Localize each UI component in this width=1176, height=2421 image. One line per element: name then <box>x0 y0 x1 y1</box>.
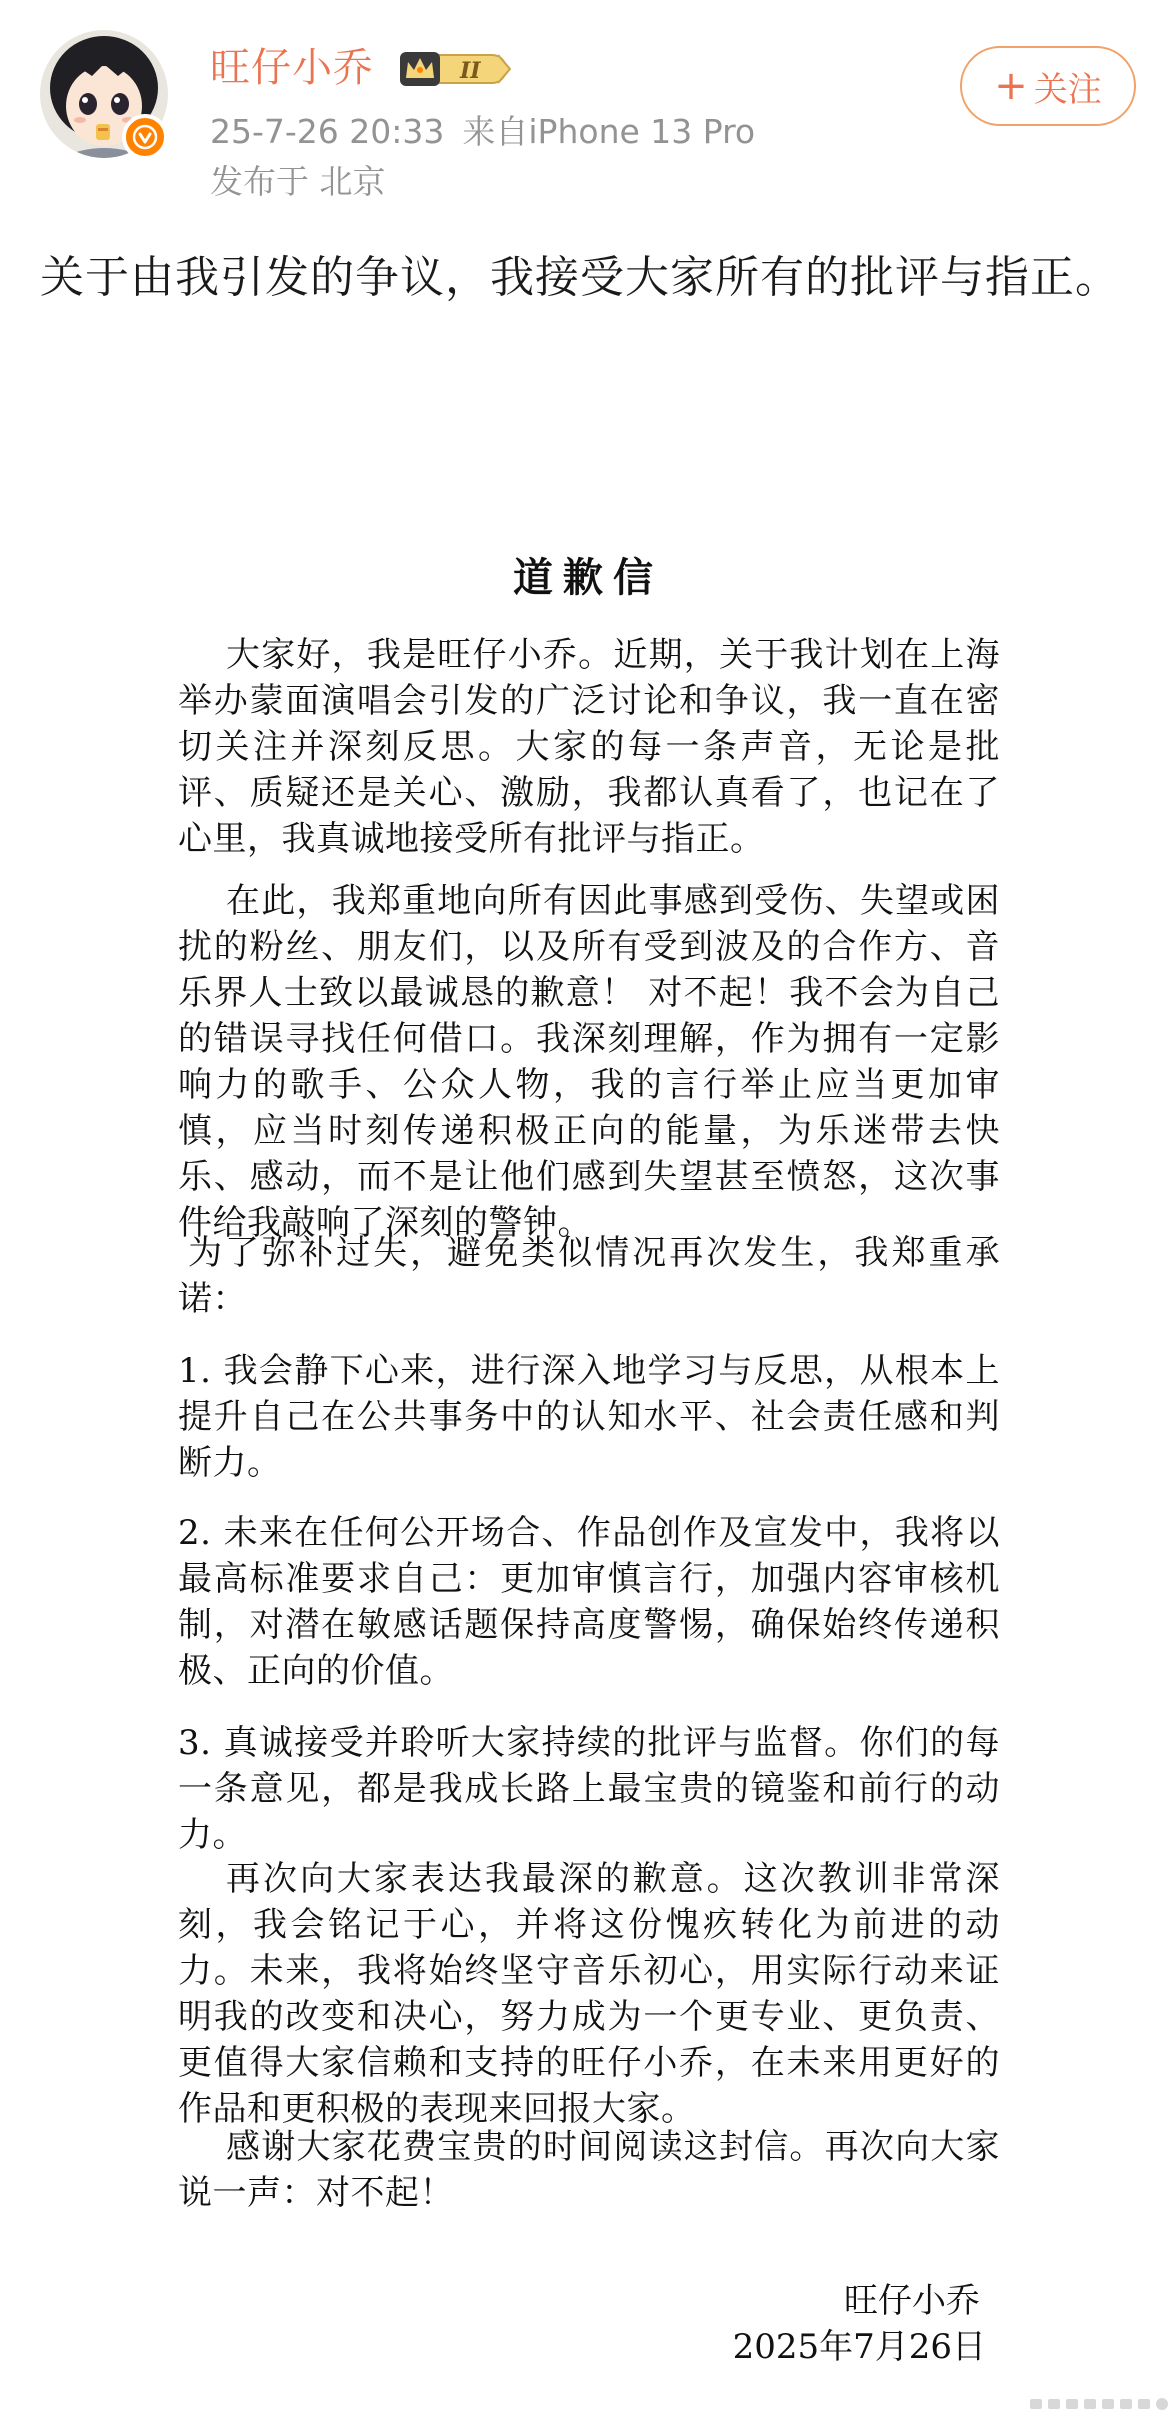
letter-paragraph: 再次向大家表达我最深的歉意。这次教训非常深刻，我会铭记于心，并将这份愧疚转化为前进的动力。未来，我将始终坚守音乐初心，用实际行动来证明我的改变和决心，努力成为一个更专业、更负责、更值得大家信赖和支持的旺仔小乔，在未来用更好的作品和更积极的表现来回报大家。 <box>178 1859 1000 2129</box>
letter-signature-date: 2025年7月26日 <box>732 2327 986 2367</box>
plus-icon: + <box>994 63 1028 109</box>
letter-paragraph: 在此，我郑重地向所有因此事感到受伤、失望或困扰的粉丝、朋友们，以及所有受到波及的合作方、音乐界人士致以最诚恳的歉意！ 对不起！我不会为自己的错误寻找任何借口。我深刻理解，作为拥有一定影响力的歌手、公众人物，我的言行举止应当更加审慎，应当时刻传递积极正向的能量，为乐迷带去快乐、感动，而不是让他们感到失望甚至愤怒，这次事件给我敲响了深刻的警钟。 <box>178 881 1000 1243</box>
post-text: 关于由我引发的争议，我接受大家所有的批评与指正。 <box>40 252 1120 303</box>
letter-paragraph: 3. 真诚接受并聆听大家持续的批评与监督。你们的每一条意见，都是我成长路上最宝贵的镜鉴和前行的动力。 <box>178 1723 1000 1855</box>
follow-button[interactable] <box>960 46 1136 126</box>
letter-paragraph: 大家好，我是旺仔小乔。近期，关于我计划在上海举办蒙面演唱会引发的广泛讨论和争议，我一直在密切关注并深刻反思。大家的每一条声音，无论是批评、质疑还是关心、激励，我都认真看了，也记在了心里，我真诚地接受所有批评与指正。 <box>178 635 1000 859</box>
post-timestamp: 25-7-26 20:33 <box>210 112 445 151</box>
letter-paragraph: 2. 未来在任何公开场合、作品创作及宣发中，我将以最高标准要求自己：更加审慎言行，加强内容审核机制，对潜在敏感话题保持高度警惕，确保始终传递积极、正向的价值。 <box>178 1513 1000 1691</box>
post-location: 发布于 北京 <box>210 162 386 201</box>
user-name[interactable]: 旺仔小乔 <box>210 45 374 91</box>
post-meta <box>210 110 755 154</box>
post-source: 来自iPhone 13 Pro <box>462 112 756 151</box>
letter-signature-name: 旺仔小乔 <box>844 2281 980 2321</box>
letter-title: 道歉信 <box>513 554 663 601</box>
level-badge-icon[interactable] <box>398 48 514 90</box>
watermark-icon <box>1026 2391 1176 2415</box>
post-image-letter[interactable] <box>0 400 1176 2421</box>
letter-paragraph: 感谢大家花费宝贵的时间阅读这封信。再次向大家说一声：对不起！ <box>178 2127 1000 2213</box>
follow-label: 关注 <box>1033 69 1102 110</box>
verified-icon <box>122 114 168 160</box>
letter-paragraph: 为了弥补过失，避免类似情况再次发生，我郑重承诺： <box>178 1233 1000 1319</box>
letter-paragraph: 1. 我会静下心来，进行深入地学习与反思，从根本上提升自己在公共事务中的认知水平、社会责任感和判断力。 <box>178 1351 1000 1483</box>
level-badge-text: II <box>460 58 481 84</box>
